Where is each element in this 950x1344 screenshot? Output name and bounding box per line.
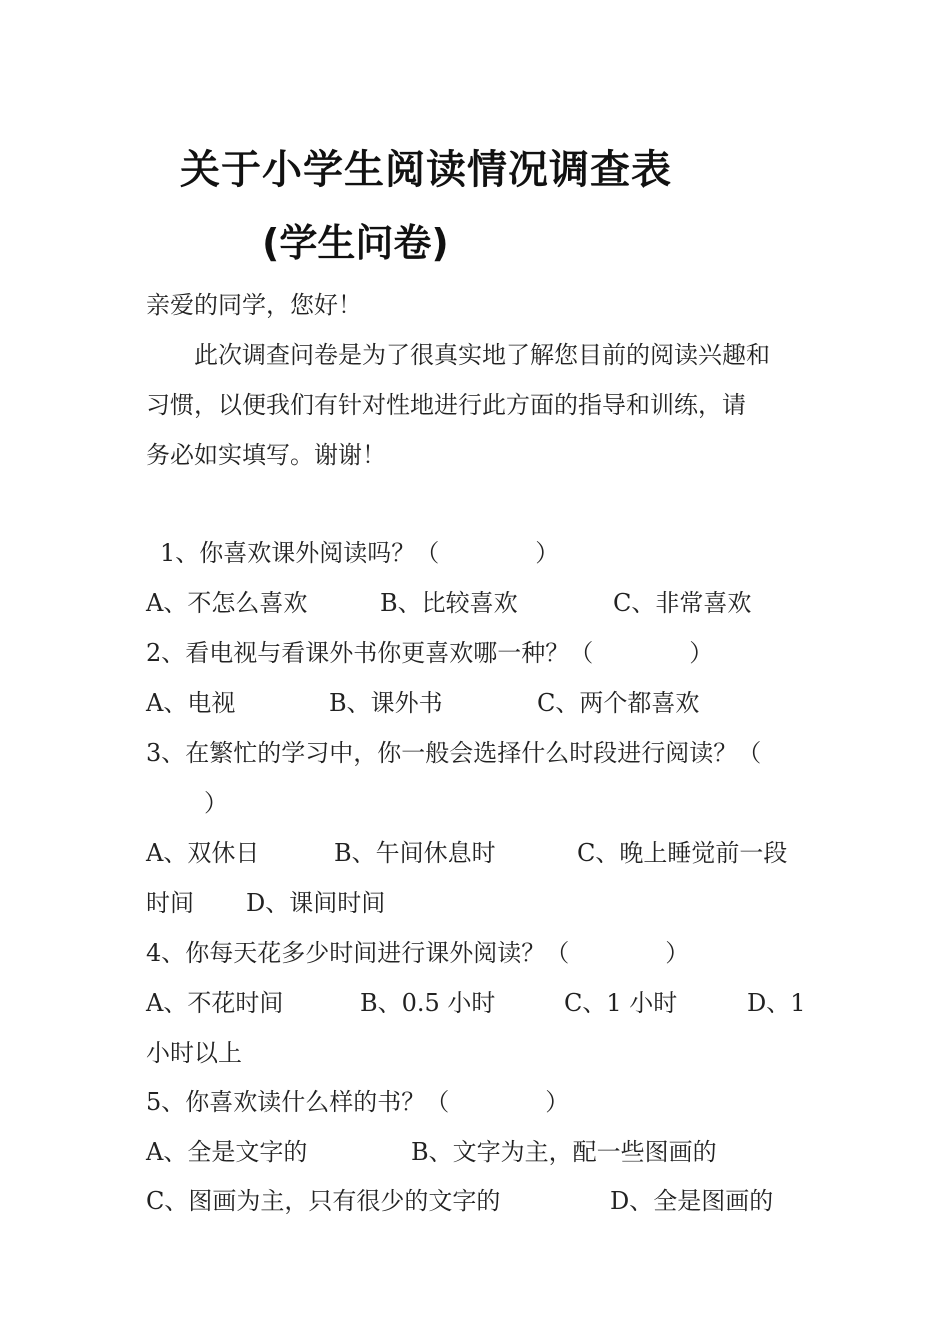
question-3-option-c: C、晚上睡觉前一段 xyxy=(577,839,788,867)
question-4-option-b: B、0.5 小时 xyxy=(360,989,496,1017)
question-5: 5、你喜欢读什么样的书？（ ） xyxy=(146,1088,570,1116)
question-3-option-d: D、课间时间 xyxy=(246,889,386,917)
question-3-option-a: A、双休日 xyxy=(146,839,260,867)
intro-line-1: 此次调查问卷是为了很真实地了解您目前的阅读兴趣和 xyxy=(194,341,770,369)
question-4-option-a: A、不花时间 xyxy=(146,989,284,1017)
question-4-option-c: C、1 小时 xyxy=(564,989,678,1017)
intro-line-3: 务必如实填写。谢谢！ xyxy=(146,441,386,469)
question-3-close-paren: ） xyxy=(204,789,228,817)
question-2-option-a: A、电视 xyxy=(146,689,236,717)
question-1-option-c: C、非常喜欢 xyxy=(613,589,752,617)
question-5-option-b: B、文字为主，配一些图画的 xyxy=(411,1138,717,1166)
question-4: 4、你每天花多少时间进行课外阅读？（ ） xyxy=(146,939,690,967)
question-5-option-a: A、全是文字的 xyxy=(146,1138,308,1166)
question-1: 1、你喜欢课外阅读吗？（ ） xyxy=(160,539,560,567)
question-3: 3、在繁忙的学习中，你一般会选择什么时段进行阅读？（ xyxy=(146,739,762,767)
question-3-option-b: B、午间休息时 xyxy=(334,839,496,867)
question-2-option-b: B、课外书 xyxy=(329,689,443,717)
question-1-option-b: B、比较喜欢 xyxy=(380,589,518,617)
document-subtitle: (学生问卷) xyxy=(262,221,449,265)
question-5-option-d: D、全是图画的 xyxy=(610,1187,774,1215)
question-4-option-d-continued: 小时以上 xyxy=(146,1039,242,1067)
document-title: 关于小学生阅读情况调查表 xyxy=(180,147,672,193)
question-2-option-c: C、两个都喜欢 xyxy=(537,689,700,717)
question-3-option-c-continued: 时间 xyxy=(146,889,194,917)
intro-line-2: 习惯，以便我们有针对性地进行此方面的指导和训练，请 xyxy=(146,391,746,419)
question-4-option-d: D、1 xyxy=(747,989,806,1017)
greeting: 亲爱的同学，您好！ xyxy=(146,291,362,319)
question-2: 2、看电视与看课外书你更喜欢哪一种？（ ） xyxy=(146,639,714,667)
question-1-option-a: A、不怎么喜欢 xyxy=(146,589,308,617)
question-5-option-c: C、图画为主，只有很少的文字的 xyxy=(146,1187,501,1215)
